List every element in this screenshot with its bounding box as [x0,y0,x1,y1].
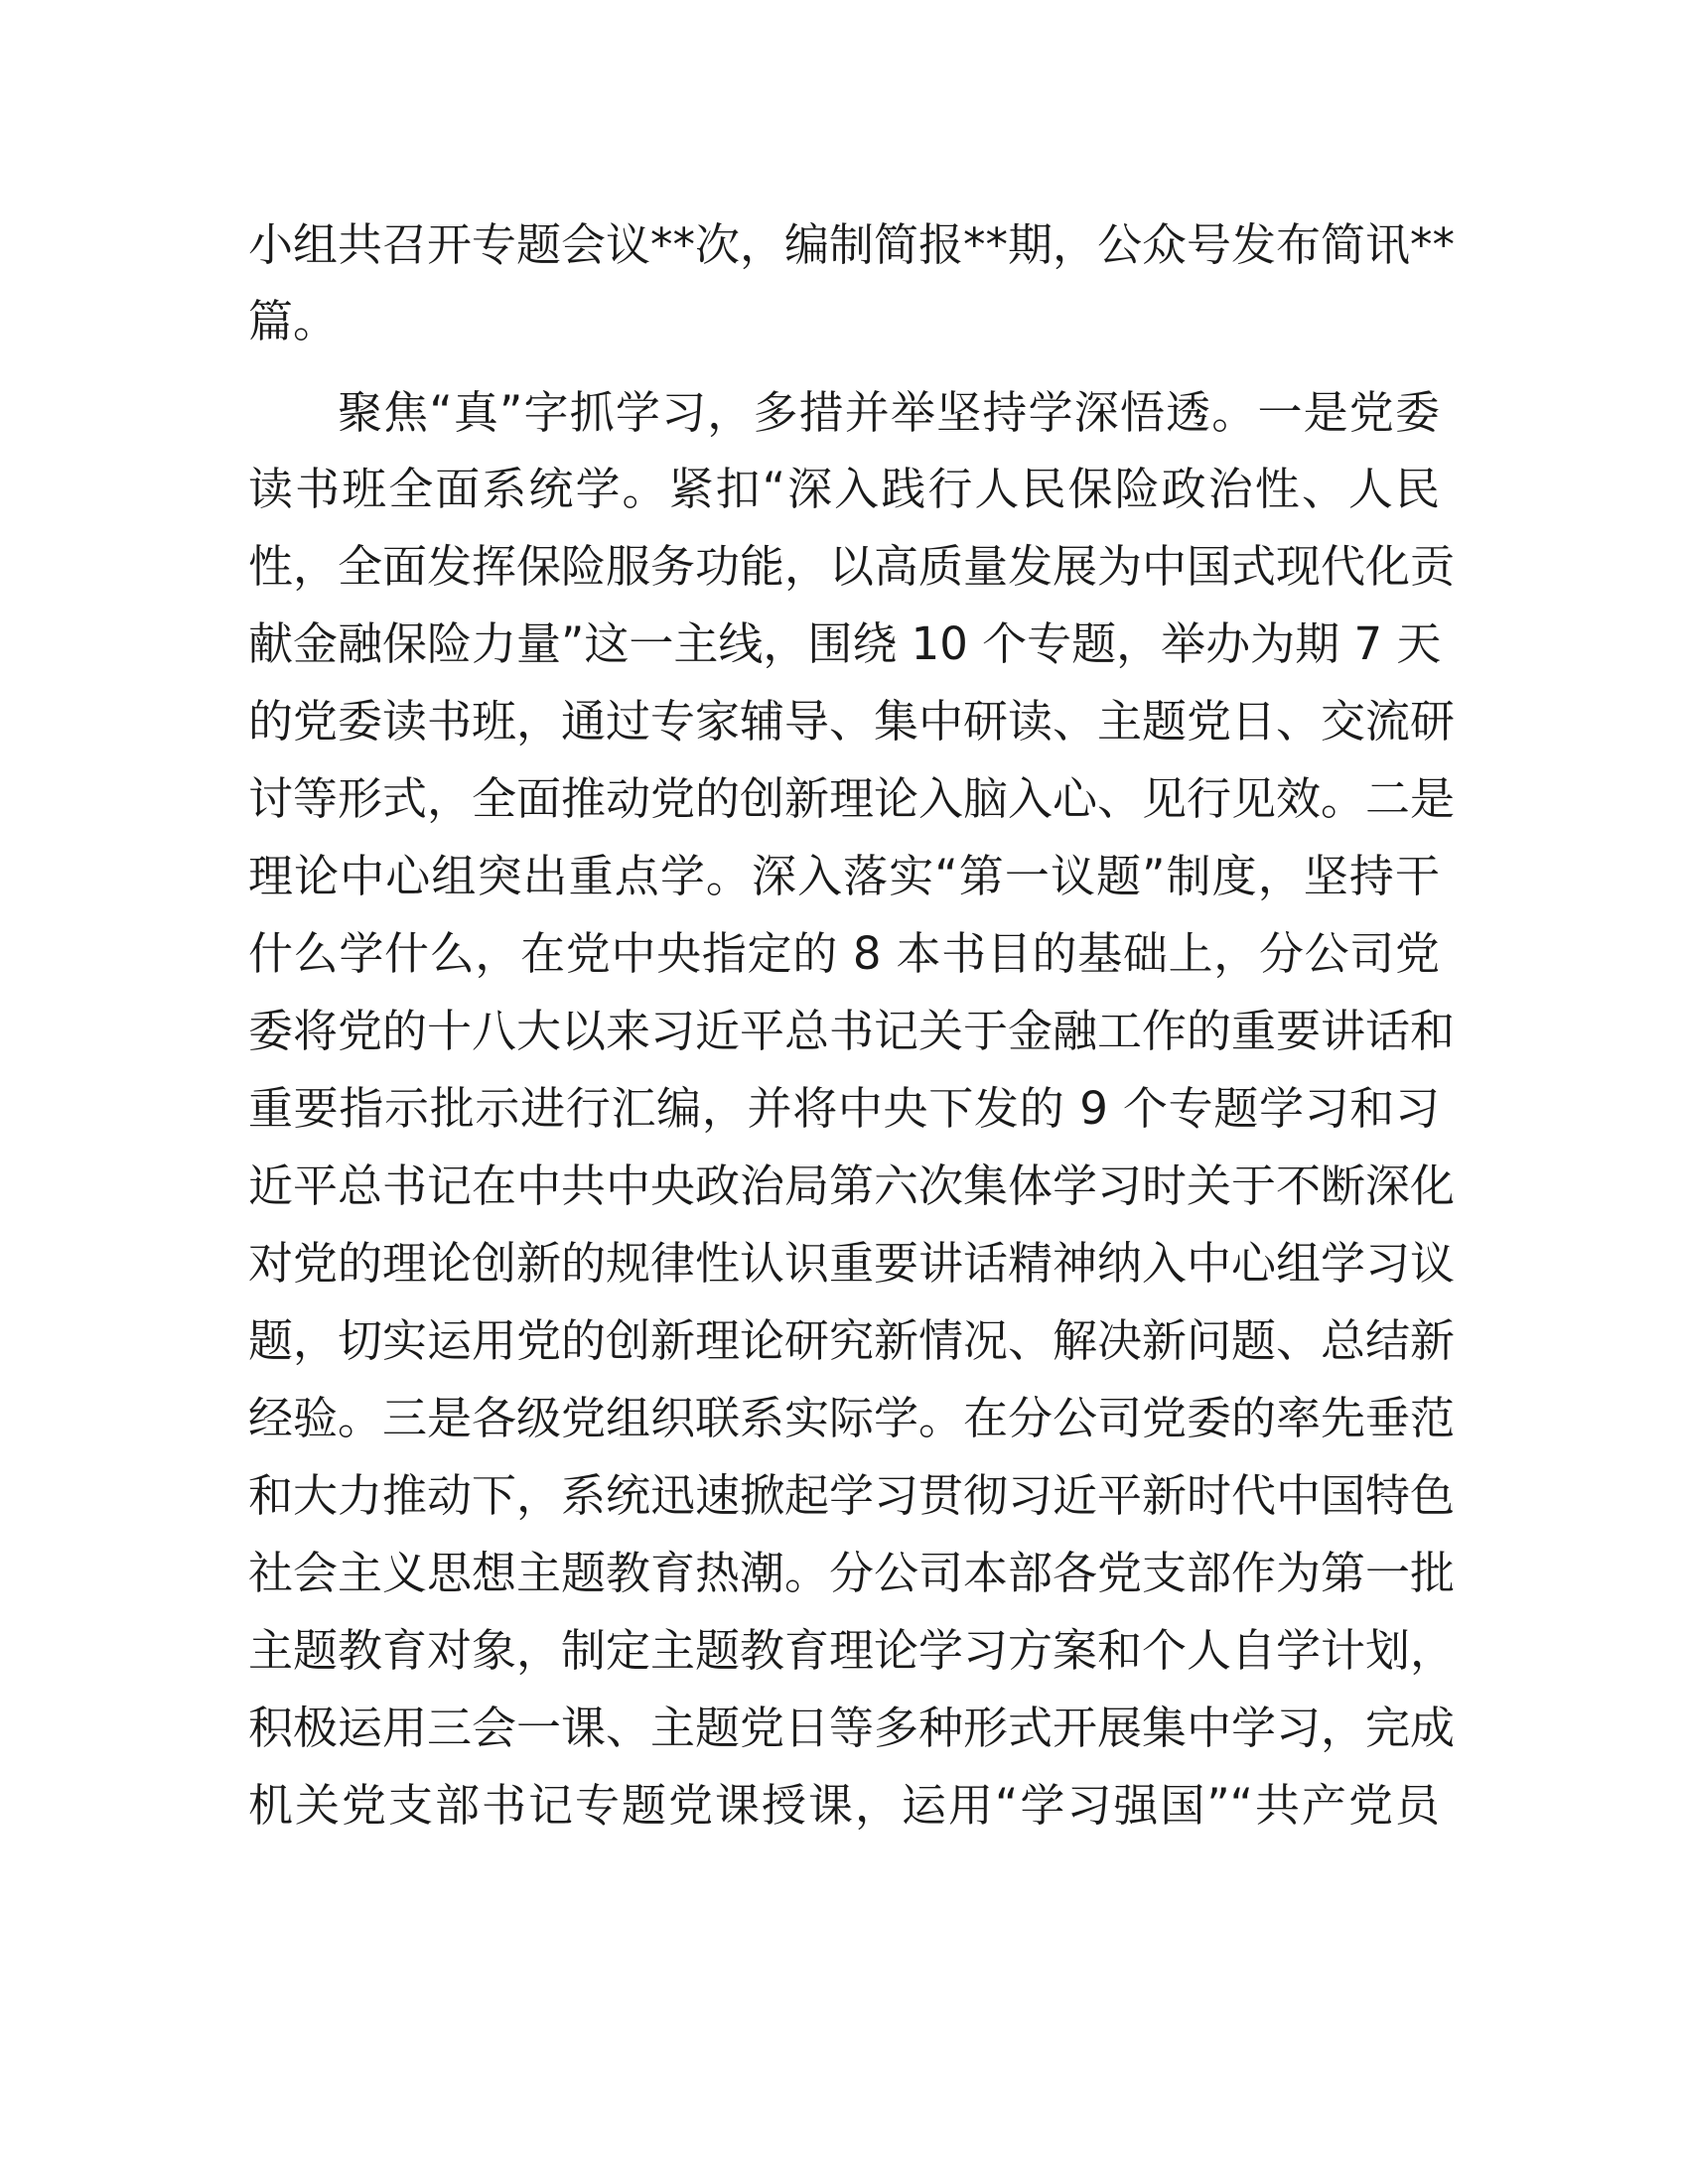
paragraph-2-line-18: 积极运用三会一课、主题党日等多种形式开展集中学习，完成 [248,1702,1456,1754]
paragraph-2-line-7: 理论中心组突出重点学。深入落实“第一议题”制度，坚持干 [248,850,1440,902]
paragraph-2-line-10: 重要指示批示进行汇编，并将中央下发的 9 个专题学习和习 [248,1082,1440,1135]
paragraph-2-line-12: 对党的理论创新的规律性认识重要讲话精神纳入中心组学习议 [248,1237,1456,1290]
paragraph-2-line-15: 和大力推动下，系统迅速掀起学习贯彻习近平新时代中国特色 [248,1469,1456,1522]
paragraph-2-line-9: 委将党的十八大以来习近平总书记关于金融工作的重要讲话和 [248,1005,1456,1057]
paragraph-2-line-3: 性，全面发挥保险服务功能，以高质量发展为中国式现代化贡 [248,540,1456,593]
paragraph-2-line-19: 机关党支部书记专题党课授课，运用“学习强国”“共产党员 [248,1779,1440,1832]
paragraph-2-line-17: 主题教育对象，制定主题教育理论学习方案和个人自学计划， [248,1624,1456,1677]
paragraph-2-line-2: 读书班全面系统学。紧扣“深入践行人民保险政治性、人民 [248,463,1440,515]
paragraph-2-line-11: 近平总书记在中共中央政治局第六次集体学习时关于不断深化 [248,1160,1456,1212]
paragraph-2-line-14: 经验。三是各级党组织联系实际学。在分公司党委的率先垂范 [248,1392,1456,1444]
paragraph-2-line-6: 讨等形式，全面推动党的创新理论入脑入心、见行见效。二是 [248,772,1456,825]
paragraph-1-line-1: 小组共召开专题会议**次，编制简报**期，公众号发布简讯** [248,218,1456,271]
paragraph-2-line-1: 聚焦“真”字抓学习，多措并举坚持学深悟透。一是党委 [338,386,1440,439]
paragraph-2-line-4: 献金融保险力量”这一主线，围绕 10 个专题，举办为期 7 天 [248,617,1442,670]
paragraph-1-line-2: 篇。 [248,295,339,347]
paragraph-2-line-16: 社会主义思想主题教育热潮。分公司本部各党支部作为第一批 [248,1547,1456,1599]
paragraph-2-line-13: 题，切实运用党的创新理论研究新情况、解决新问题、总结新 [248,1314,1456,1367]
paragraph-2-line-8: 什么学什么，在党中央指定的 8 本书目的基础上，分公司党 [248,927,1440,980]
paragraph-2-line-5: 的党委读书班，通过专家辅导、集中研读、主题党日、交流研 [248,695,1456,748]
